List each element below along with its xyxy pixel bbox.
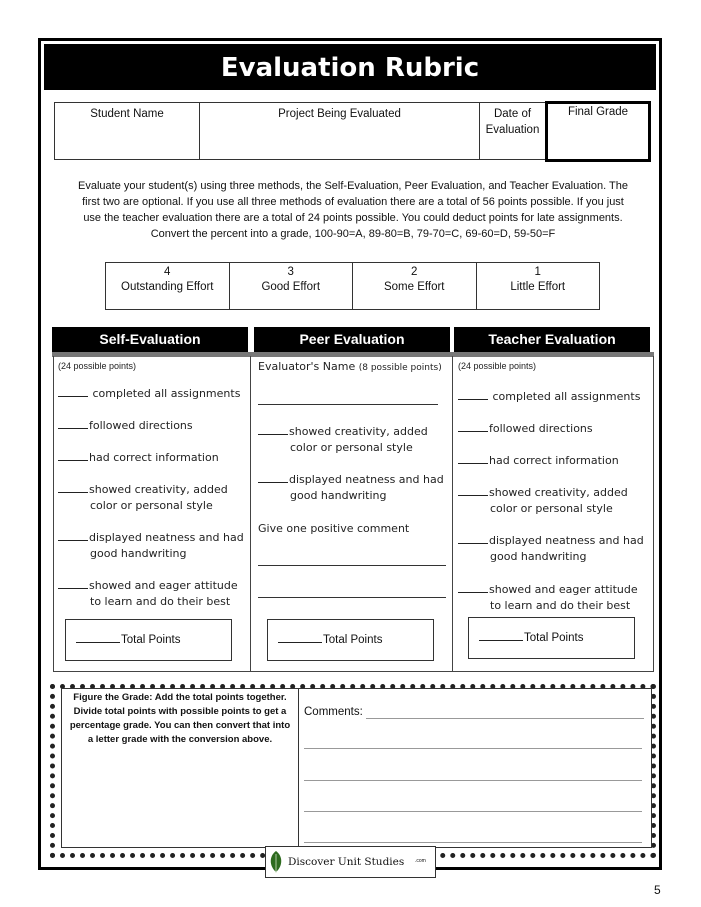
- self-total-points[interactable]: Total Points: [65, 619, 232, 661]
- scale-cell: 1 Little Effort: [510, 266, 566, 293]
- score-blank[interactable]: [458, 583, 488, 593]
- self-evaluation-heading: Self-Evaluation: [52, 327, 248, 352]
- project-field[interactable]: Project Being Evaluated: [200, 103, 480, 159]
- teacher-item: showed creativity, added color or personal style: [458, 485, 628, 517]
- teacher-total-points[interactable]: Total Points: [468, 617, 635, 659]
- page-number: 5: [654, 883, 661, 897]
- score-blank[interactable]: [58, 483, 88, 493]
- self-item: had correct information: [58, 450, 219, 466]
- comment-line[interactable]: [304, 842, 642, 843]
- brand-suffix: .com: [415, 858, 426, 864]
- teacher-item: showed and eager attitude to learn and do their best: [458, 582, 638, 614]
- self-possible-points: (24 possible points): [58, 361, 137, 371]
- teacher-item: completed all assignments: [458, 389, 640, 405]
- evaluator-name-label: Evaluator's Name (8 possible points): [258, 360, 442, 373]
- score-blank[interactable]: [458, 486, 488, 496]
- teacher-item: followed directions: [458, 421, 593, 437]
- evaluator-name-line[interactable]: [258, 404, 438, 405]
- peer-item: displayed neatness and had good handwriting: [258, 472, 444, 504]
- score-blank[interactable]: [458, 390, 488, 400]
- instructions-paragraph: Evaluate your student(s) using three methods, the Self-Evaluation, Peer Evaluation, and Teacher Evaluation. The first two are optional. If you use all three methods of evaluation there are a total of 56 points possible. If you just use the teacher evaluation there are a total of 24 points possible. You could deduct points for late assignments. Convert the percent into a grade, 100-90=A, 89-80=B, 79-70=C, 69-60=D, 59-50=F: [78, 180, 628, 240]
- teacher-evaluation-heading: Teacher Evaluation: [454, 327, 650, 352]
- score-blank[interactable]: [58, 451, 88, 461]
- comment-line[interactable]: [304, 748, 642, 749]
- score-blank[interactable]: [258, 473, 288, 483]
- figure-grade-instructions: Figure the Grade: Add the total points together. Divide total points with possible points to get a percentage grade. You can then convert that into a letter grade with the conversion above.: [69, 692, 291, 745]
- page-title: Evaluation Rubric: [44, 44, 656, 90]
- peer-item: showed creativity, added color or personal style: [258, 424, 428, 456]
- score-blank[interactable]: [458, 422, 488, 432]
- peer-evaluation-heading: Peer Evaluation: [254, 327, 450, 352]
- peer-total-points[interactable]: Total Points: [267, 619, 434, 661]
- self-item: showed and eager attitude to learn and do their best: [58, 578, 238, 610]
- final-grade-field[interactable]: Final Grade: [545, 101, 651, 162]
- teacher-item: had correct information: [458, 453, 619, 469]
- comments-label: Comments:: [304, 706, 363, 718]
- comment-line[interactable]: [304, 780, 642, 781]
- comment-line[interactable]: [258, 597, 446, 598]
- comment-line[interactable]: [258, 565, 446, 566]
- score-blank[interactable]: [258, 425, 288, 435]
- teacher-possible-points: (24 possible points): [458, 361, 537, 371]
- effort-scale: [105, 262, 600, 310]
- score-blank[interactable]: [58, 387, 88, 397]
- comment-line[interactable]: [366, 718, 644, 719]
- score-blank[interactable]: [58, 419, 88, 429]
- comment-line[interactable]: [304, 811, 642, 812]
- scale-cell: 4 Outstanding Effort: [106, 263, 230, 309]
- scale-cell: 2 Some Effort: [353, 263, 477, 309]
- positive-comment-prompt: Give one positive comment: [258, 522, 410, 535]
- student-name-field[interactable]: Student Name: [55, 103, 200, 159]
- score-blank[interactable]: [58, 531, 88, 541]
- self-item: completed all assignments: [58, 386, 240, 402]
- scale-cell: 3 Good Effort: [230, 263, 354, 309]
- teacher-item: displayed neatness and had good handwriting: [458, 533, 644, 565]
- self-item: showed creativity, added color or personal style: [58, 482, 228, 514]
- brand-name: Discover Unit Studies: [288, 856, 405, 868]
- score-blank[interactable]: [458, 534, 488, 544]
- leaf-icon: [268, 850, 284, 874]
- self-item: displayed neatness and had good handwriting: [58, 530, 244, 562]
- score-blank[interactable]: [458, 454, 488, 464]
- date-field[interactable]: Date of Evaluation: [480, 103, 546, 159]
- self-item: followed directions: [58, 418, 193, 434]
- score-blank[interactable]: [58, 579, 88, 589]
